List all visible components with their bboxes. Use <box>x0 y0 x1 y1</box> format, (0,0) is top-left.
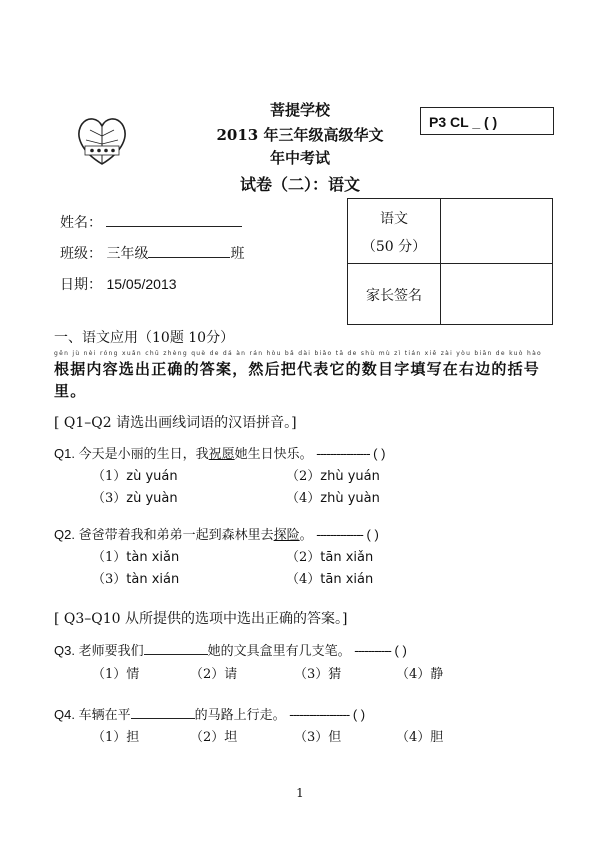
section-title: 一、语文应用（10题 10分） <box>54 330 235 346</box>
option-3[interactable]: （3）tàn xián <box>92 572 180 587</box>
underlined-word: 祝愿 <box>208 447 235 462</box>
question-1 <box>54 443 385 462</box>
note-q3-q10: [ Q3–Q10 从所提供的选项中选出正确的答案。] <box>54 611 348 627</box>
instruction-line-2: 里。 <box>54 382 87 400</box>
date-value: 15/05/2013 <box>106 276 177 292</box>
option-3[interactable]: （3）猜 <box>294 667 342 682</box>
name-field[interactable] <box>106 226 242 227</box>
option-4[interactable]: （4）zhù yuàn <box>286 491 380 506</box>
class-label: 班级： <box>60 246 102 262</box>
fill-blank[interactable] <box>131 718 195 719</box>
question-text-end: 。 <box>299 528 313 543</box>
option-2[interactable]: （2）请 <box>190 667 238 682</box>
option-1[interactable]: （1）担 <box>92 730 140 745</box>
grade-text: 三年级 <box>106 246 149 262</box>
answer-bracket[interactable]: ( ) <box>394 643 407 658</box>
class-number-box: P3 CL _ ( ) <box>420 107 554 135</box>
name-label: 姓名： <box>60 215 102 231</box>
question-number: Q2. <box>54 527 75 542</box>
class-row <box>60 243 244 263</box>
dash-leader: ---------------- <box>316 446 370 461</box>
question-text: 老师要我们 <box>78 644 144 659</box>
dash-leader: ------------------ <box>289 707 350 722</box>
option-3[interactable]: （3）但 <box>294 730 342 745</box>
note-q1-q2: [ Q1–Q2 请选出画线词语的汉语拼音。] <box>54 415 297 431</box>
score-table <box>347 198 553 325</box>
page-number: 1 <box>296 786 304 800</box>
question-text-end: 的马路上行走。 <box>194 708 286 723</box>
school-name: 菩提学校 <box>269 101 330 119</box>
question-number: Q4. <box>54 707 75 722</box>
question-number: Q1. <box>54 446 75 461</box>
underlined-word: 探险 <box>273 528 300 543</box>
option-4[interactable]: （4）静 <box>396 667 444 682</box>
question-text: 车辆在平 <box>78 708 131 723</box>
answer-bracket[interactable]: ( ) <box>373 446 386 461</box>
parent-signature-field[interactable] <box>441 264 552 324</box>
question-text: 今天是小丽的生日，我 <box>78 447 209 462</box>
option-3[interactable]: （3）zù yuàn <box>92 491 178 506</box>
dash-leader: -------------- <box>316 527 363 542</box>
score-field[interactable] <box>441 199 552 263</box>
option-1[interactable]: （1）zù yuán <box>92 469 178 484</box>
exam-period: 年中考试 <box>269 149 330 167</box>
option-1[interactable]: （1）情 <box>92 667 140 682</box>
option-4[interactable]: （4）胆 <box>396 730 444 745</box>
answer-bracket[interactable]: ( ) <box>352 707 366 722</box>
question-text: 爸爸带着我和弟弟一起到森林里去 <box>78 528 274 543</box>
instruction-line-1: 根据内容选出正确的答案，然后把代表它的数目字填写在右边的括号 <box>54 360 541 378</box>
question-text-end: 她的文具盒里有几支笔。 <box>207 644 351 659</box>
option-4[interactable]: （4）tān xián <box>286 572 374 587</box>
answer-bracket[interactable]: ( ) <box>366 527 379 542</box>
dash-leader: ----------- <box>354 643 391 658</box>
option-2[interactable]: （2）tān xiǎn <box>286 550 374 565</box>
exam-title: 2013 年三年级高级华文 <box>216 126 384 144</box>
question-3 <box>54 640 407 659</box>
name-row <box>60 212 242 232</box>
score-subject: 语文 <box>380 211 408 227</box>
question-2 <box>54 524 379 543</box>
date-label: 日期： <box>60 277 102 293</box>
parent-signature-label: 家长签名 <box>366 288 422 304</box>
class-field[interactable] <box>148 257 230 258</box>
option-2[interactable]: （2）zhù yuán <box>286 469 380 484</box>
option-1[interactable]: （1）tàn xiǎn <box>92 550 180 565</box>
question-4 <box>54 704 365 723</box>
option-2[interactable]: （2）坦 <box>190 730 238 745</box>
question-text-end: 她生日快乐。 <box>234 447 313 462</box>
fill-blank[interactable] <box>144 654 208 655</box>
score-marks: （50 分） <box>361 239 427 255</box>
instruction-pinyin: gēn jù nèi róng xuǎn chū zhèng què de dá àn rán hòu bǎ dài biǎo tā de shù mù zì tián xiě zài yòu biān de kuò hào <box>54 350 543 357</box>
date-row <box>60 274 177 294</box>
class-suffix: 班 <box>230 246 245 262</box>
question-number: Q3. <box>54 643 75 658</box>
paper-title: 试卷（二）：语文 <box>239 175 360 194</box>
